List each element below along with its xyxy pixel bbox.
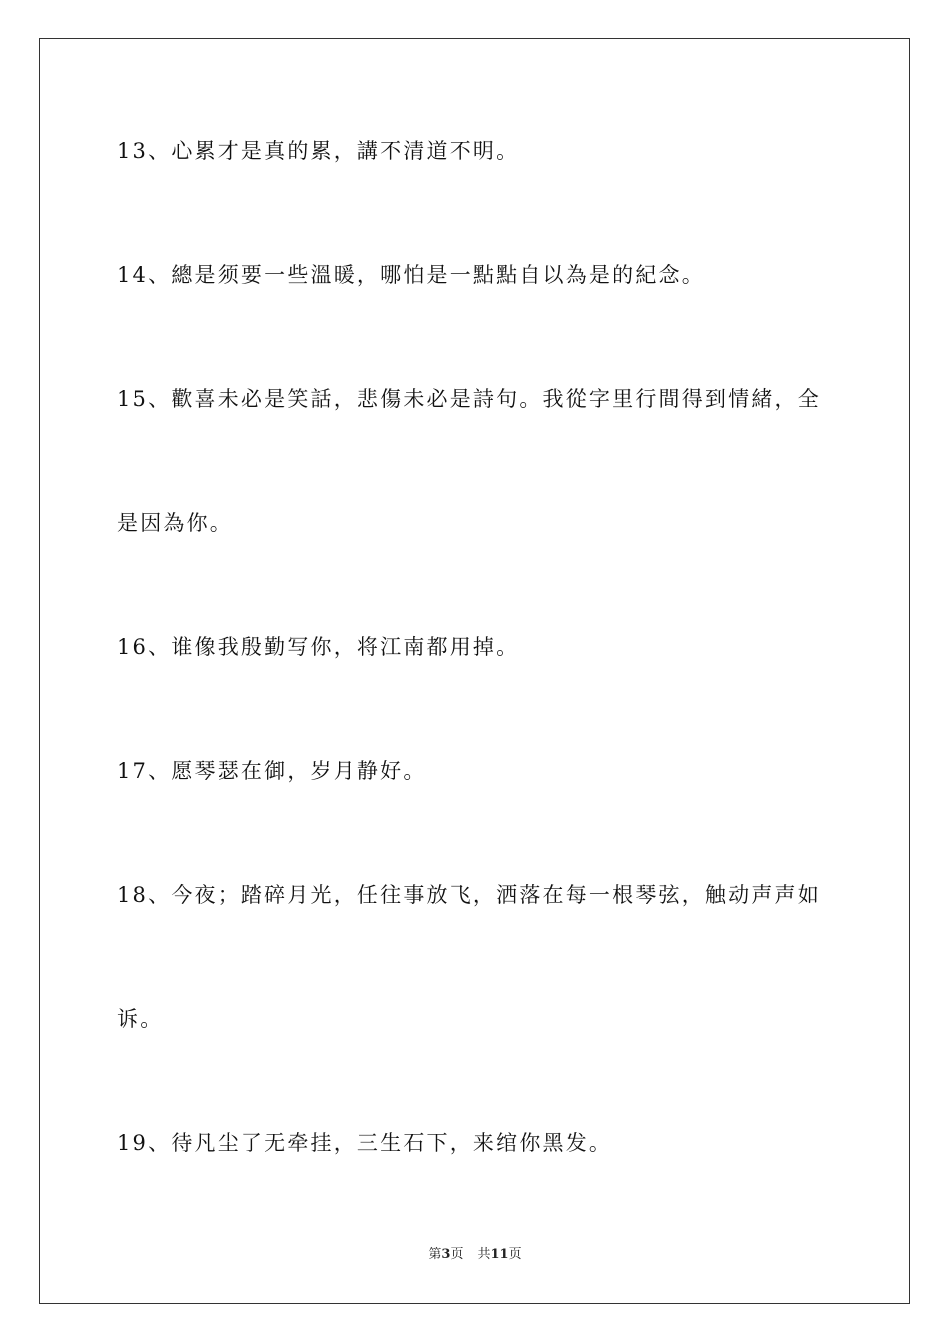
paragraph-15-line-2: 是因為你。 [117, 511, 233, 535]
total-pages: 11 [490, 1247, 509, 1262]
paragraph-18-line-2: 诉。 [117, 1007, 164, 1031]
page-suffix: 页 [450, 1247, 464, 1262]
paragraph-15-line-1: 15、歡喜未必是笑話，悲傷未必是詩句。我從字里行間得到情緒，全 [117, 387, 821, 411]
total-suffix: 页 [508, 1247, 522, 1262]
page-prefix: 第 [428, 1247, 442, 1262]
paragraph-19: 19、待凡尘了无牵挂，三生石下，来绾你黑发。 [117, 1131, 613, 1155]
paragraph-13: 13、心累才是真的累，講不清道不明。 [117, 139, 520, 163]
page-border [39, 38, 910, 1304]
total-prefix: 共 [477, 1247, 491, 1262]
paragraph-18-line-1: 18、今夜；踏碎月光，任往事放飞，洒落在每一根琴弦，触动声声如 [117, 883, 821, 907]
page-footer [0, 1246, 950, 1264]
page-number: 3 [441, 1247, 451, 1262]
paragraph-17: 17、愿琴瑟在御，岁月静好。 [117, 759, 427, 783]
paragraph-16: 16、谁像我殷勤写你，将江南都用掉。 [117, 635, 520, 659]
paragraph-14: 14、總是须要一些溫暖，哪怕是一點點自以為是的紀念。 [117, 263, 705, 287]
